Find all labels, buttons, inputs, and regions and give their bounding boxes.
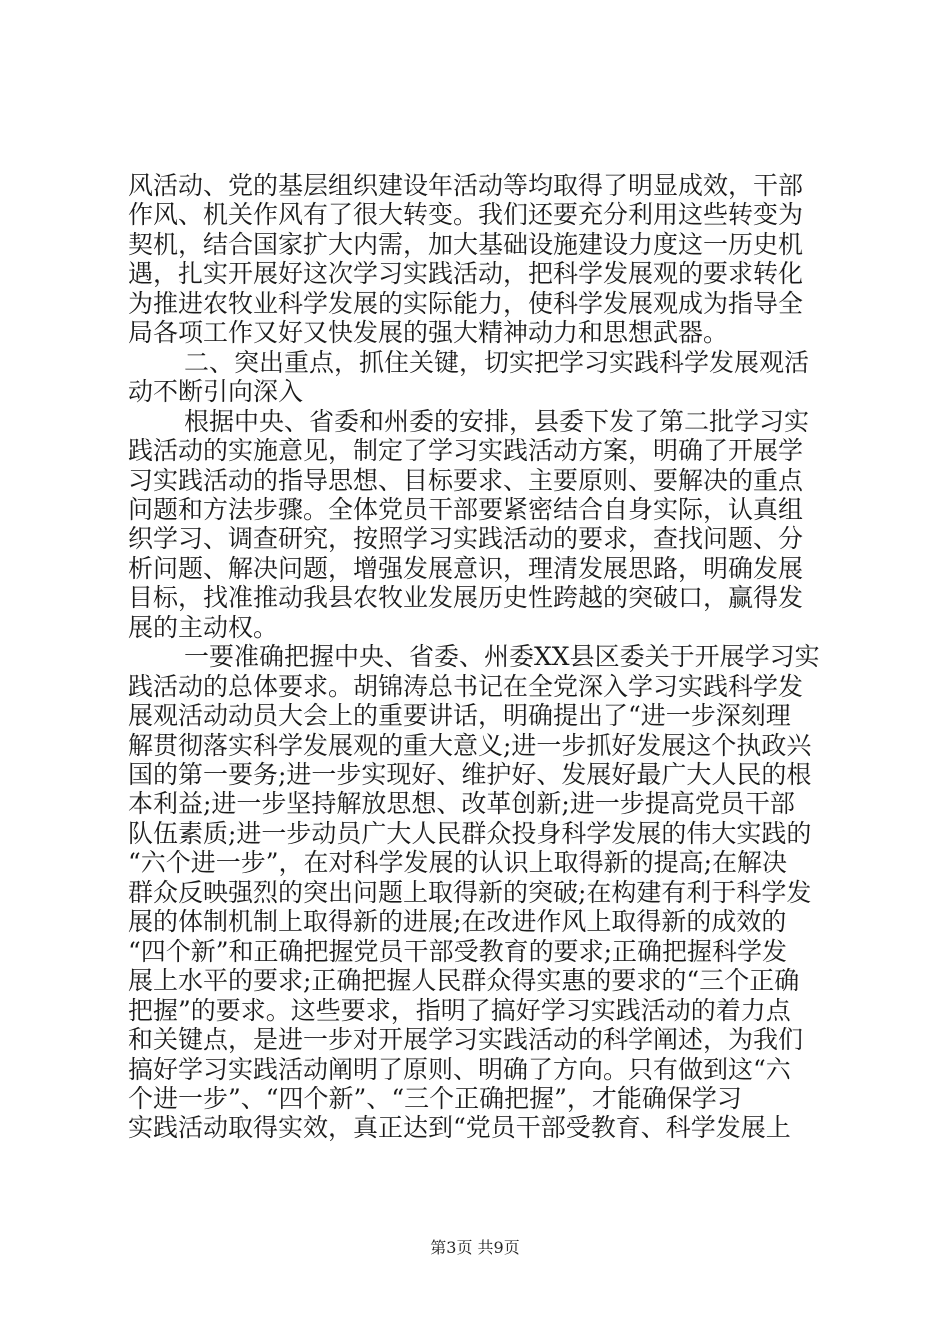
text-line: 习实践活动的指导思想、目标要求、主要原则、要解决的重点 bbox=[128, 465, 804, 495]
page-number-footer: 第3页 共9页 bbox=[430, 1238, 520, 1257]
text-line: “六个进一步”，在对科学发展的认识上取得新的提高;在解决 bbox=[128, 848, 787, 878]
text-line: “四个新”和正确把握党员干部受教育的要求;正确把握科学发 bbox=[128, 936, 787, 966]
text-line: 作风、机关作风有了很大转变。我们还要充分利用这些转变为 bbox=[128, 200, 804, 230]
text-line: 局各项工作又好又快发展的强大精神动力和思想武器。 bbox=[128, 318, 729, 348]
text-line: 践活动的总体要求。胡锦涛总书记在全党深入学习实践科学发 bbox=[128, 671, 804, 701]
text-line: 个进一步”、“四个新”、“三个正确把握”，才能确保学习 bbox=[128, 1083, 742, 1113]
text-line: 和关键点，是进一步对开展学习实践活动的科学阐述，为我们 bbox=[128, 1025, 804, 1055]
text-line: 织学习、调查研究，按照学习实践活动的要求，查找问题、分 bbox=[128, 524, 804, 554]
text-line: 展的主动权。 bbox=[128, 612, 279, 642]
text-line: 为推进农牧业科学发展的实际能力，使科学发展观成为指导全 bbox=[128, 288, 804, 318]
text-line: 问题和方法步骤。全体党员干部要紧密结合自身实际，认真组 bbox=[128, 494, 804, 524]
text-line: 一要准确把握中央、省委、州委XX县区委关于开展学习实 bbox=[184, 642, 820, 672]
text-line: 展的体制机制上取得新的进展;在改进作风上取得新的成效的 bbox=[128, 907, 787, 937]
text-line: 践活动的实施意见，制定了学习实践活动方案，明确了开展学 bbox=[128, 436, 804, 466]
text-line: 解贯彻落实科学发展观的重大意义;进一步抓好发展这个执政兴 bbox=[128, 730, 812, 760]
text-line: 实践活动取得实效，真正达到“党员干部受教育、科学发展上 bbox=[128, 1113, 791, 1143]
text-line: 把握”的要求。这些要求，指明了搞好学习实践活动的着力点 bbox=[128, 995, 791, 1025]
text-line: 群众反映强烈的突出问题上取得新的突破;在构建有利于科学发 bbox=[128, 877, 812, 907]
text-line: 根据中央、省委和州委的安排，县委下发了第二批学习实 bbox=[184, 406, 810, 436]
text-line: 风活动、党的基层组织建设年活动等均取得了明显成效，干部 bbox=[128, 171, 804, 200]
text-line: 目标，找准推动我县农牧业发展历史性跨越的突破口，赢得发 bbox=[128, 583, 804, 613]
text-line: 展上水平的要求;正确把握人民群众得实惠的要求的“三个正确 bbox=[128, 966, 800, 996]
text-line: 本利益;进一步坚持解放思想、改革创新;进一步提高党员干部 bbox=[128, 789, 795, 819]
section-heading-line: 动不断引向深入 bbox=[128, 377, 304, 407]
text-line: 搞好学习实践活动阐明了原则、明确了方向。只有做到这“六 bbox=[128, 1054, 791, 1084]
text-line: 契机，结合国家扩大内需，加大基础设施建设力度这一历史机 bbox=[128, 229, 804, 259]
section-heading-line: 二、突出重点，抓住关键，切实把学习实践科学发展观活 bbox=[184, 347, 810, 377]
text-line: 队伍素质;进一步动员广大人民群众投身科学发展的伟大实践的 bbox=[128, 818, 812, 848]
text-line: 遇，扎实开展好这次学习实践活动，把科学发展观的要求转化 bbox=[128, 259, 804, 289]
text-line: 国的第一要务;进一步实现好、维护好、发展好最广大人民的根 bbox=[128, 760, 812, 789]
text-line: 展观活动动员大会上的重要讲话，明确提出了“进一步深刻理 bbox=[128, 701, 791, 731]
text-line: 析问题、解决问题，增强发展意识，理清发展思路，明确发展 bbox=[128, 553, 804, 583]
